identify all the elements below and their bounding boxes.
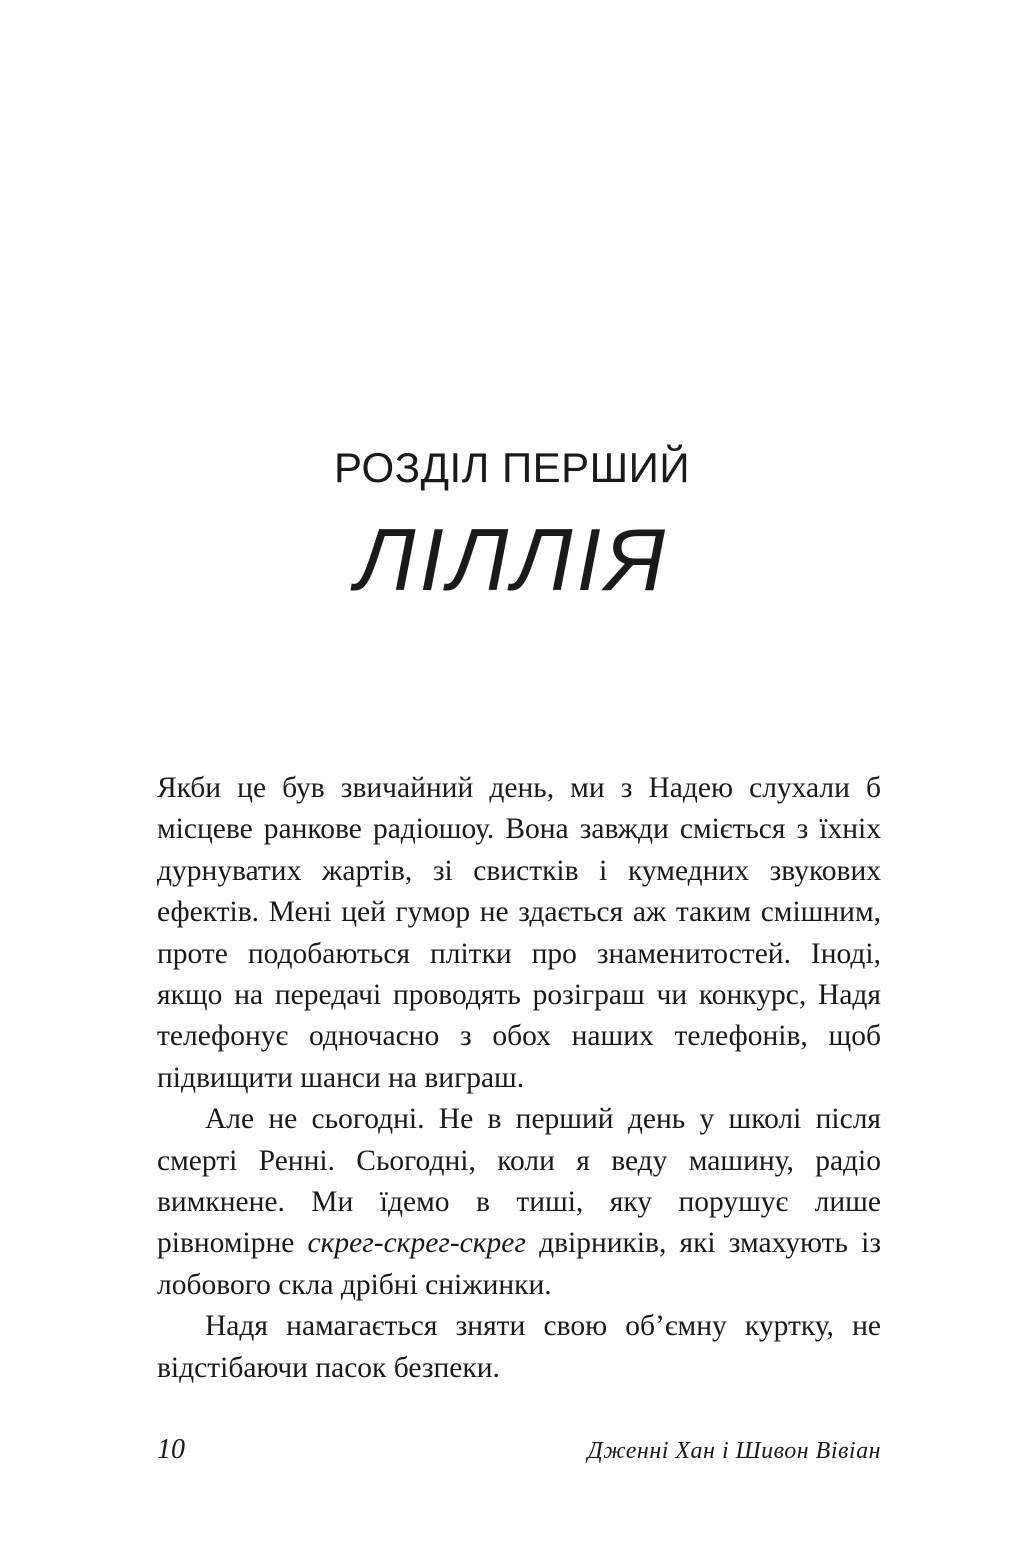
chapter-title: ЛІЛЛІЯ [355,510,669,609]
page-number: 10 [157,1434,185,1465]
paragraph-2-start: Але не сьогодні. Не в перший день у школі після смерті Ренні. Сьогодні, коли я веду машину, радіо вимкнене. Ми їдемо в тиші, яку порушує лише рівномірне [157,1103,881,1260]
paragraph-3: Надя намагається зняти свою об’ємну куртку, не відстібаючи пасок безпеки. [157,1310,881,1384]
paragraph-2-emphasis: скрег-скрег-скрег [307,1227,526,1260]
paragraph-2 [157,1099,881,1306]
running-footer-authors: Дженні Хан і Шивон Вівіан [587,1438,881,1464]
body-text [157,768,881,1389]
chapter-label: РОЗДІЛ ПЕРШИЙ [333,444,691,491]
paragraph-1: Якби це був звичайний день, ми з Надею слухали б місцеве ранкове радіошоу. Вона завжди сміється з їхніх дурнуватих жартів, зі свистків і кумедних звукових ефектів. Мені цей гумор не здається аж таким смішним, проте подобаються плітки про знаменитостей. Іноді, якщо на передачі проводять розіграш чи конкурс, Надя телефонує одночасно з обох наших телефонів, щоб підвищити шанси на виграш. [157,772,881,1094]
paragraph-2-end: двірників, які змахують із лобового скла дрібні сніжинки. [157,1227,881,1301]
